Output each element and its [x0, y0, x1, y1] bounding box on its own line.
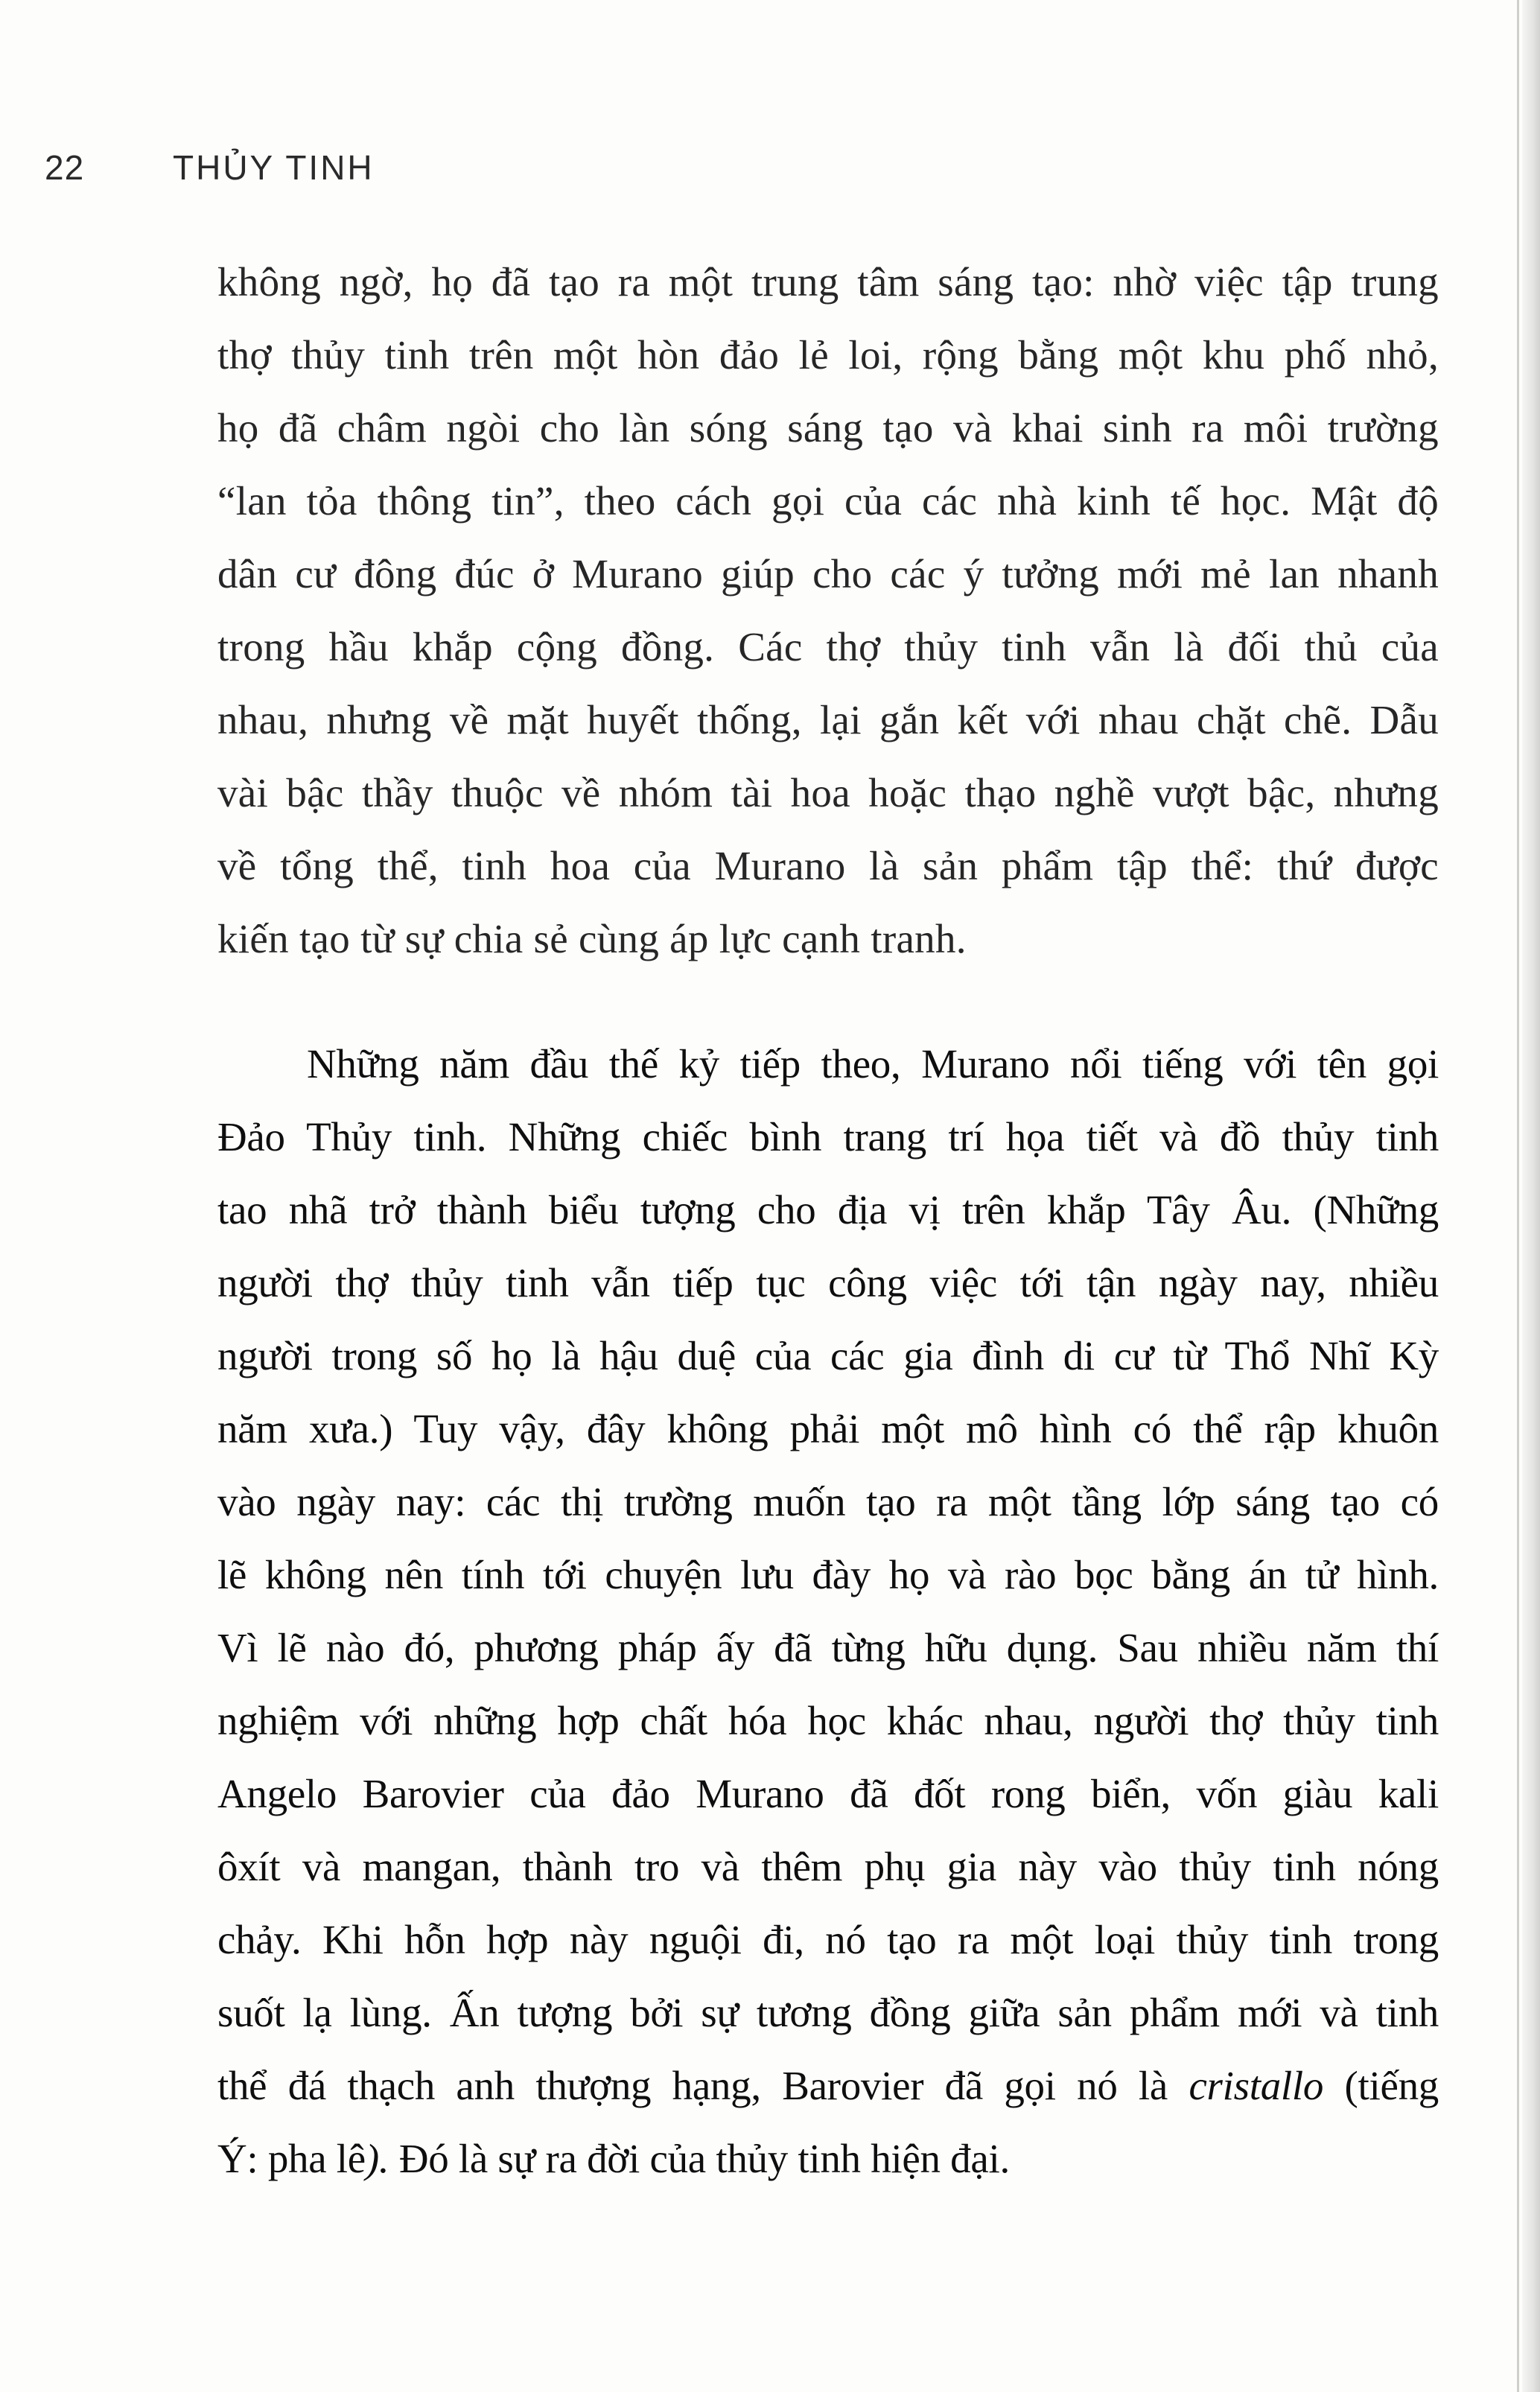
text-line: ôxít và mangan, thành tro và thêm phụ gia này vào thủy tinh nóng — [217, 1844, 1439, 1889]
text-line: về tổng thể, tinh hoa của Murano là sản phẩm tập thể: thứ được — [217, 843, 1439, 888]
italic-term: cristallo — [1189, 2063, 1324, 2108]
text-line: người thợ thủy tinh vẫn tiếp tục công việc tới tận ngày nay, nhiều — [217, 1260, 1439, 1305]
text-line: tao nhã trở thành biểu tượng cho địa vị trên khắp Tây Âu. (Những — [217, 1187, 1439, 1232]
page-edge-shadow — [1517, 0, 1519, 2392]
text-segment: (tiếng — [1323, 2063, 1439, 2108]
text-line: lẽ không nên tính tới chuyện lưu đày họ và rào bọc bằng án tử hình. — [217, 1552, 1439, 1597]
paragraph-gap — [217, 976, 1439, 1028]
text-line: chảy. Khi hỗn hợp này nguội đi, nó tạo ra một loại thủy tinh trong — [217, 1917, 1439, 1962]
text-line: nhau, nhưng về mặt huyết thống, lại gắn kết với nhau chặt chẽ. Dẫu — [217, 697, 1439, 742]
text-line: dân cư đông đúc ở Murano giúp cho các ý tưởng mới mẻ lan nhanh — [217, 551, 1439, 597]
text-line: vài bậc thầy thuộc về nhóm tài hoa hoặc thạo nghề vượt bậc, nhưng — [217, 770, 1439, 815]
text-segment: thể đá thạch anh thượng hạng, Barovier đã gọi nó là — [217, 2063, 1189, 2108]
text-line: Đảo Thủy tinh. Những chiếc bình trang trí họa tiết và đồ thủy tinh — [217, 1114, 1439, 1160]
text-line: Những năm đầu thế kỷ tiếp theo, Murano nổi tiếng với tên gọi — [307, 1041, 1439, 1087]
text-line: “lan tỏa thông tin”, theo cách gọi của các nhà kinh tế học. Mật độ — [217, 478, 1439, 524]
body-text — [217, 246, 1439, 2195]
text-line: Vì lẽ nào đó, phương pháp ấy đã từng hữu dụng. Sau nhiều năm thí — [217, 1625, 1439, 1670]
chapter-title: THỦY TINH — [173, 148, 375, 187]
text-line-with-italic — [217, 2049, 1439, 2122]
text-segment: Đó là sự ra đời của thủy tinh hiện đại. — [389, 2136, 1010, 2181]
text-line: nghiệm với những hợp chất hóa học khác nhau, người thợ thủy tinh — [217, 1698, 1439, 1743]
text-line: Angelo Barovier của đảo Murano đã đốt rong biển, vốn giàu kali — [217, 1771, 1439, 1816]
text-line-last — [217, 2122, 1439, 2195]
text-line: kiến tạo từ sự chia sẻ cùng áp lực cạnh tranh. — [217, 916, 967, 961]
page-edge — [1522, 0, 1540, 2392]
text-line: vào ngày nay: các thị trường muốn tạo ra một tầng lớp sáng tạo có — [217, 1479, 1439, 1524]
paragraph-1 — [217, 246, 1439, 976]
text-line: suốt lạ lùng. Ấn tượng bởi sự tương đồng giữa sản phẩm mới và tinh — [217, 1990, 1439, 2035]
text-line: trong hầu khắp cộng đồng. Các thợ thủy tinh vẫn là đối thủ của — [217, 624, 1439, 669]
italic-segment: ). — [365, 2136, 389, 2181]
text-line: năm xưa.) Tuy vậy, đây không phải một mô hình có thể rập khuôn — [217, 1406, 1439, 1451]
paragraph-2 — [217, 1028, 1439, 2195]
text-line: người trong số họ là hậu duệ của các gia đình di cư từ Thổ Nhĩ Kỳ — [217, 1333, 1439, 1378]
text-line: không ngờ, họ đã tạo ra một trung tâm sáng tạo: nhờ việc tập trung — [217, 259, 1439, 305]
running-header — [45, 147, 375, 188]
page-number: 22 — [45, 148, 85, 187]
text-line: họ đã châm ngòi cho làn sóng sáng tạo và khai sinh ra môi trường — [217, 405, 1439, 451]
text-segment: Ý: pha lê — [217, 2136, 366, 2181]
text-line: thợ thủy tinh trên một hòn đảo lẻ loi, rộng bằng một khu phố nhỏ, — [217, 332, 1439, 378]
